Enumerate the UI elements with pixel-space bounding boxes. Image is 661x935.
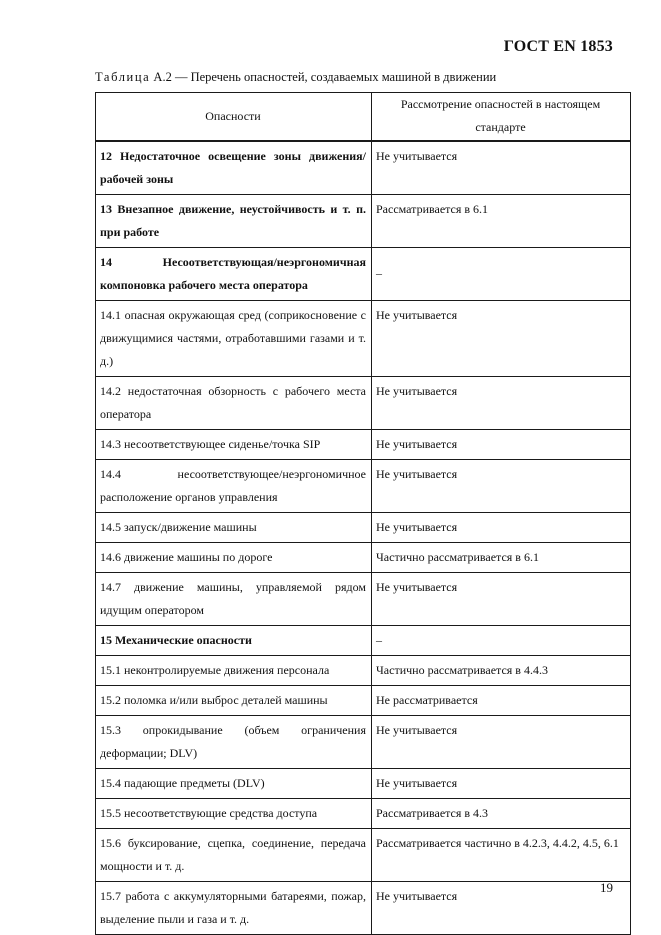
- table-row: [96, 459, 631, 512]
- table-row: [96, 300, 631, 376]
- hazard-cell: 14.5 запуск/движение машины: [96, 512, 372, 542]
- hazard-cell: 14.1 опасная окружающая сред (соприкосновение с движущимися частями, отработавшими газами и т. д.): [96, 300, 372, 376]
- hazard-cell: 15.1 неконтролируемые движения персонала: [96, 655, 372, 685]
- hazard-cell: 15 Механические опасности: [96, 625, 372, 655]
- table-row: [96, 655, 631, 685]
- consideration-cell: Не рассматривается: [372, 685, 631, 715]
- hazard-cell: 15.7 работа с аккумуляторными батареями, пожар, выделение пыли и газа и т. д.: [96, 881, 372, 934]
- hazard-cell: 15.3 опрокидывание (объем ограничения деформации; DLV): [96, 715, 372, 768]
- table-row: [96, 798, 631, 828]
- table-header-row: [96, 93, 631, 141]
- table-row: [96, 881, 631, 934]
- consideration-cell: –: [372, 247, 631, 300]
- page-number: 19: [600, 880, 613, 895]
- hazard-cell: 13 Внезапное движение, неустойчивость и т. п. при работе: [96, 194, 372, 247]
- consideration-cell: Не учитывается: [372, 512, 631, 542]
- hazard-cell: 14.6 движение машины по дороге: [96, 542, 372, 572]
- table-row: [96, 429, 631, 459]
- hazard-cell: 14.7 движение машины, управляемой рядом идущим оператором: [96, 572, 372, 625]
- table-row: [96, 376, 631, 429]
- consideration-cell: Рассматривается частично в 4.2.3, 4.4.2, 4.5, 6.1: [372, 828, 631, 881]
- consideration-cell: Частично рассматривается в 4.4.3: [372, 655, 631, 685]
- consideration-cell: –: [372, 625, 631, 655]
- consideration-cell: Не учитывается: [372, 376, 631, 429]
- table-row: [96, 828, 631, 881]
- hazard-cell: 14.3 несоответствующее сиденье/точка SIP: [96, 429, 372, 459]
- consideration-cell: Рассматривается в 4.3: [372, 798, 631, 828]
- table-row: [96, 768, 631, 798]
- caption-number: А.2: [153, 70, 172, 84]
- document-code: ГОСТ EN 1853: [503, 38, 613, 55]
- consideration-cell: Рассматривается в 6.1: [372, 194, 631, 247]
- table-row: [96, 141, 631, 195]
- table-row: [96, 194, 631, 247]
- consideration-cell: Не учитывается: [372, 300, 631, 376]
- consideration-cell: Не учитывается: [372, 881, 631, 934]
- consideration-cell: Не учитывается: [372, 768, 631, 798]
- hazard-cell: 15.6 буксирование, сцепка, соединение, передача мощности и т. д.: [96, 828, 372, 881]
- hazard-cell: 12 Недостаточное освещение зоны движения/рабочей зоны: [96, 141, 372, 195]
- hazard-cell: 15.4 падающие предметы (DLV): [96, 768, 372, 798]
- hazard-cell: 14.2 недостаточная обзорность с рабочего места оператора: [96, 376, 372, 429]
- caption-title: — Перечень опасностей, создаваемых машиной в движении: [174, 70, 497, 84]
- column-header-consideration: Рассмотрение опасностей в настоящем стандарте: [372, 93, 631, 141]
- hazards-table: [95, 92, 631, 935]
- table-row: [96, 572, 631, 625]
- consideration-cell: Не учитывается: [372, 715, 631, 768]
- table-row: [96, 715, 631, 768]
- table-row: [96, 247, 631, 300]
- consideration-cell: Не учитывается: [372, 572, 631, 625]
- hazard-cell: 15.5 несоответствующие средства доступа: [96, 798, 372, 828]
- consideration-cell: Не учитывается: [372, 429, 631, 459]
- table-body: [96, 141, 631, 935]
- table-row: [96, 685, 631, 715]
- consideration-cell: Не учитывается: [372, 141, 631, 195]
- consideration-cell: Частично рассматривается в 6.1: [372, 542, 631, 572]
- column-header-hazards: Опасности: [96, 93, 372, 141]
- table-caption: [95, 70, 496, 85]
- hazard-cell: 14 Несоответствующая/неэргономичная компоновка рабочего места оператора: [96, 247, 372, 300]
- hazard-cell: 14.4 несоответствующее/неэргономичное расположение органов управления: [96, 459, 372, 512]
- hazard-cell: 15.2 поломка и/или выброс деталей машины: [96, 685, 372, 715]
- consideration-cell: Не учитывается: [372, 459, 631, 512]
- table-row: [96, 625, 631, 655]
- table-row: [96, 542, 631, 572]
- caption-label: Таблица: [95, 70, 151, 84]
- table-row: [96, 512, 631, 542]
